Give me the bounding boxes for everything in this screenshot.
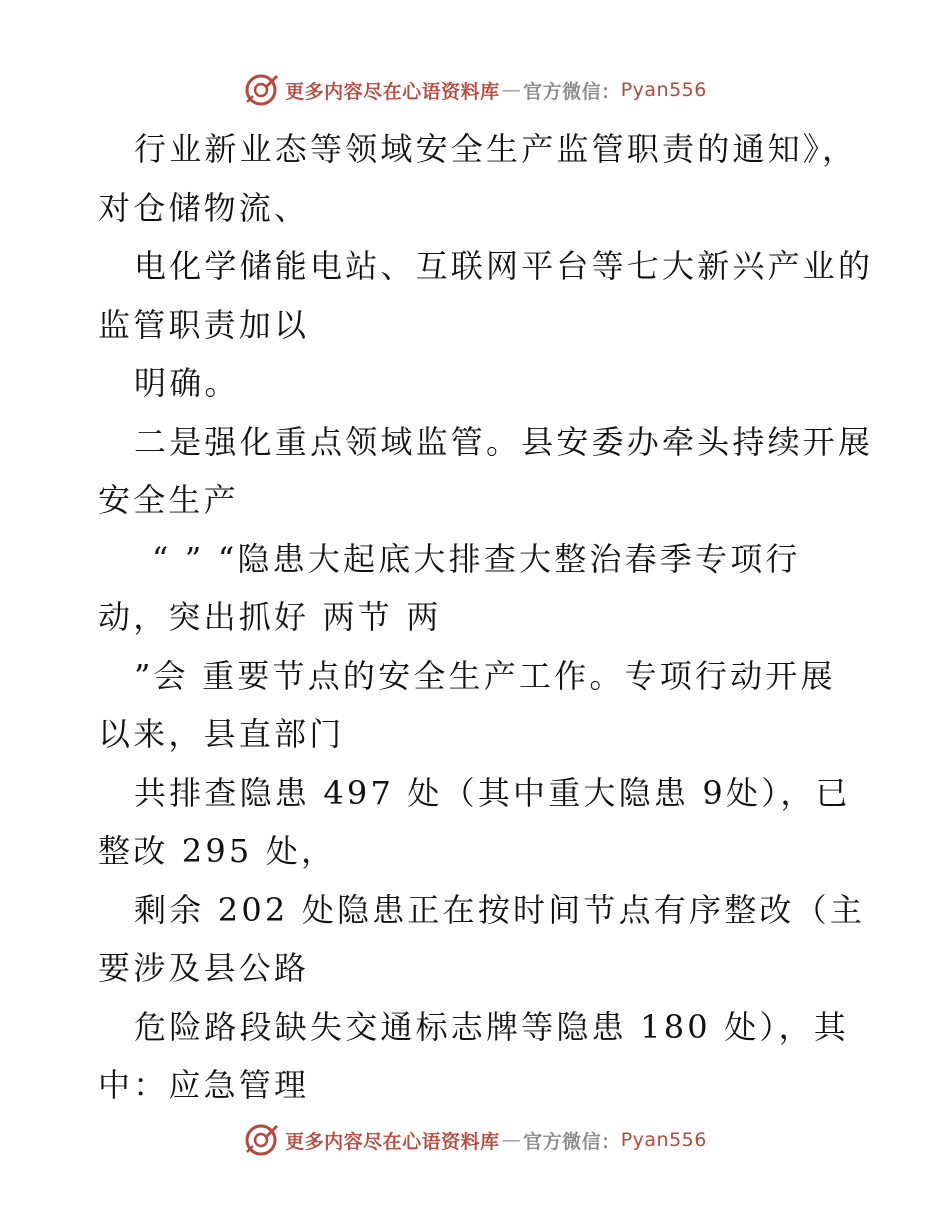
watermark-text <box>285 77 707 104</box>
text-line: 要涉及县公路 <box>98 949 310 987</box>
header-watermark <box>0 70 950 110</box>
text-line: 共排查隐患 497 处（其中重大隐患 9处），已 <box>134 773 851 812</box>
watermark-library-name: 更多内容尽在心语资料库 <box>285 80 500 103</box>
text-line: 行业新业态等领域安全生产监管职责的通知》， <box>134 130 858 168</box>
text-line: 中：应急管理 <box>98 1066 310 1104</box>
text-line: 对仓储物流、 <box>98 188 310 227</box>
text-line: 监管职责加以 <box>98 305 310 344</box>
watermark-dash: — <box>501 1129 522 1151</box>
watermark-wechat-id: Pyan556 <box>620 1129 707 1151</box>
document-body <box>98 120 888 1115</box>
footer-watermark <box>0 1120 950 1160</box>
watermark-dash: — <box>501 79 522 101</box>
text-line: 整改 295 处， <box>98 832 337 870</box>
text-line: 以来，县直部门 <box>98 715 345 753</box>
text-line: “ ” “隐患大起底大排查大整治春季专项行 <box>152 539 801 578</box>
watermark-wechat-label: 官方微信： <box>523 80 621 103</box>
pen-logo-icon <box>243 1122 279 1158</box>
text-line: 剩余 202 处隐患正在按时间节点有序整改（主 <box>134 890 866 929</box>
text-line: ”会 重要节点的安全生产工作。专项行动开展 <box>134 656 836 695</box>
pen-logo-icon <box>243 72 279 108</box>
text-line: 危险路段缺失交通标志牌等隐患 180 处），其 <box>134 1007 850 1046</box>
watermark-library-name: 更多内容尽在心语资料库 <box>285 1130 500 1153</box>
text-line: 二是强化重点领域监管。县安委办牵头持续开展 <box>134 422 874 461</box>
text-line: 明确。 <box>134 364 240 402</box>
watermark-wechat-id: Pyan556 <box>620 79 707 101</box>
text-line: 安全生产 <box>98 481 239 519</box>
watermark-wechat-label: 官方微信： <box>523 1130 621 1153</box>
watermark-text <box>285 1127 707 1154</box>
text-line: 电化学储能电站、互联网平台等七大新兴产业的 <box>134 247 874 285</box>
text-line: 动，突出抓好 两节 两 <box>98 598 442 636</box>
